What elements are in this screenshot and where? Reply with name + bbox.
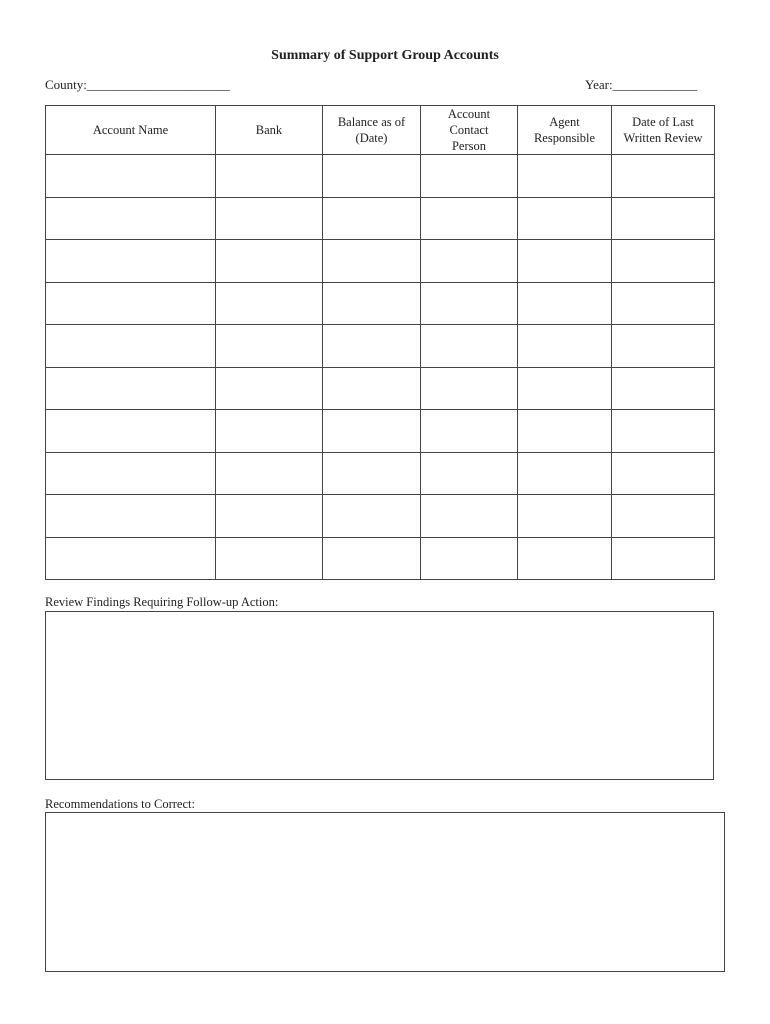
- table-row: [46, 452, 715, 495]
- table-cell[interactable]: [421, 537, 518, 580]
- table-cell[interactable]: [518, 197, 612, 240]
- table-cell[interactable]: [216, 325, 323, 368]
- table-cell[interactable]: [216, 410, 323, 453]
- table-cell[interactable]: [612, 155, 715, 198]
- header-balance: Balance as of (Date): [323, 106, 421, 155]
- table-cell[interactable]: [518, 282, 612, 325]
- table-cell[interactable]: [518, 537, 612, 580]
- table-cell[interactable]: [323, 452, 421, 495]
- table-cell[interactable]: [612, 325, 715, 368]
- table-cell[interactable]: [421, 240, 518, 283]
- table-cell[interactable]: [421, 495, 518, 538]
- table-cell[interactable]: [612, 452, 715, 495]
- table-cell[interactable]: [421, 282, 518, 325]
- table-cell[interactable]: [323, 410, 421, 453]
- header-account-name: Account Name: [46, 106, 216, 155]
- header-bank: Bank: [216, 106, 323, 155]
- findings-box[interactable]: [45, 611, 714, 780]
- table-cell[interactable]: [46, 197, 216, 240]
- table-cell[interactable]: [518, 410, 612, 453]
- table-cell[interactable]: [612, 367, 715, 410]
- year-field[interactable]: Year:_____________: [585, 77, 698, 92]
- table-cell[interactable]: [216, 367, 323, 410]
- table-row: [46, 325, 715, 368]
- table-cell[interactable]: [46, 155, 216, 198]
- table-header-row: [46, 106, 715, 155]
- table-row: [46, 537, 715, 580]
- table-cell[interactable]: [323, 282, 421, 325]
- table-cell[interactable]: [421, 452, 518, 495]
- table-cell[interactable]: [216, 537, 323, 580]
- table-cell[interactable]: [216, 282, 323, 325]
- table-cell[interactable]: [518, 495, 612, 538]
- table-cell[interactable]: [323, 240, 421, 283]
- findings-label: Review Findings Requiring Follow-up Action:: [45, 595, 279, 609]
- table-cell[interactable]: [216, 197, 323, 240]
- table-cell[interactable]: [612, 240, 715, 283]
- table-cell[interactable]: [46, 495, 216, 538]
- table-cell[interactable]: [46, 410, 216, 453]
- table-cell[interactable]: [216, 495, 323, 538]
- table-cell[interactable]: [421, 410, 518, 453]
- table-cell[interactable]: [46, 452, 216, 495]
- table-cell[interactable]: [46, 537, 216, 580]
- table-row: [46, 282, 715, 325]
- table-cell[interactable]: [323, 495, 421, 538]
- table-cell[interactable]: [518, 155, 612, 198]
- county-field[interactable]: County:______________________: [45, 77, 230, 92]
- table-cell[interactable]: [421, 155, 518, 198]
- table-row: [46, 155, 715, 198]
- table-cell[interactable]: [612, 537, 715, 580]
- table-row: [46, 240, 715, 283]
- table-row: [46, 495, 715, 538]
- table-row: [46, 367, 715, 410]
- table-cell[interactable]: [612, 282, 715, 325]
- recommendations-label: Recommendations to Correct:: [45, 797, 195, 811]
- table-cell[interactable]: [323, 155, 421, 198]
- table-cell[interactable]: [518, 240, 612, 283]
- header-last-review: Date of Last Written Review: [612, 106, 715, 155]
- table-cell[interactable]: [421, 367, 518, 410]
- table-cell[interactable]: [518, 367, 612, 410]
- table-cell[interactable]: [216, 155, 323, 198]
- recommendations-box[interactable]: [45, 812, 725, 972]
- table-cell[interactable]: [46, 367, 216, 410]
- accounts-table: [45, 105, 715, 580]
- table-cell[interactable]: [421, 197, 518, 240]
- table-cell[interactable]: [216, 452, 323, 495]
- table-cell[interactable]: [612, 495, 715, 538]
- table-cell[interactable]: [216, 240, 323, 283]
- table-cell[interactable]: [46, 240, 216, 283]
- table-cell[interactable]: [518, 325, 612, 368]
- table-cell[interactable]: [518, 452, 612, 495]
- table-cell[interactable]: [46, 325, 216, 368]
- table-cell[interactable]: [323, 325, 421, 368]
- table-cell[interactable]: [421, 325, 518, 368]
- table-cell[interactable]: [46, 282, 216, 325]
- table-row: [46, 410, 715, 453]
- table-cell[interactable]: [323, 197, 421, 240]
- table-cell[interactable]: [612, 197, 715, 240]
- table-cell[interactable]: [323, 537, 421, 580]
- header-agent-responsible: Agent Responsible: [518, 106, 612, 155]
- page-title: Summary of Support Group Accounts: [271, 48, 499, 63]
- table-cell[interactable]: [612, 410, 715, 453]
- table-row: [46, 197, 715, 240]
- table-cell[interactable]: [323, 367, 421, 410]
- header-contact-person: Account Contact Person: [421, 106, 518, 155]
